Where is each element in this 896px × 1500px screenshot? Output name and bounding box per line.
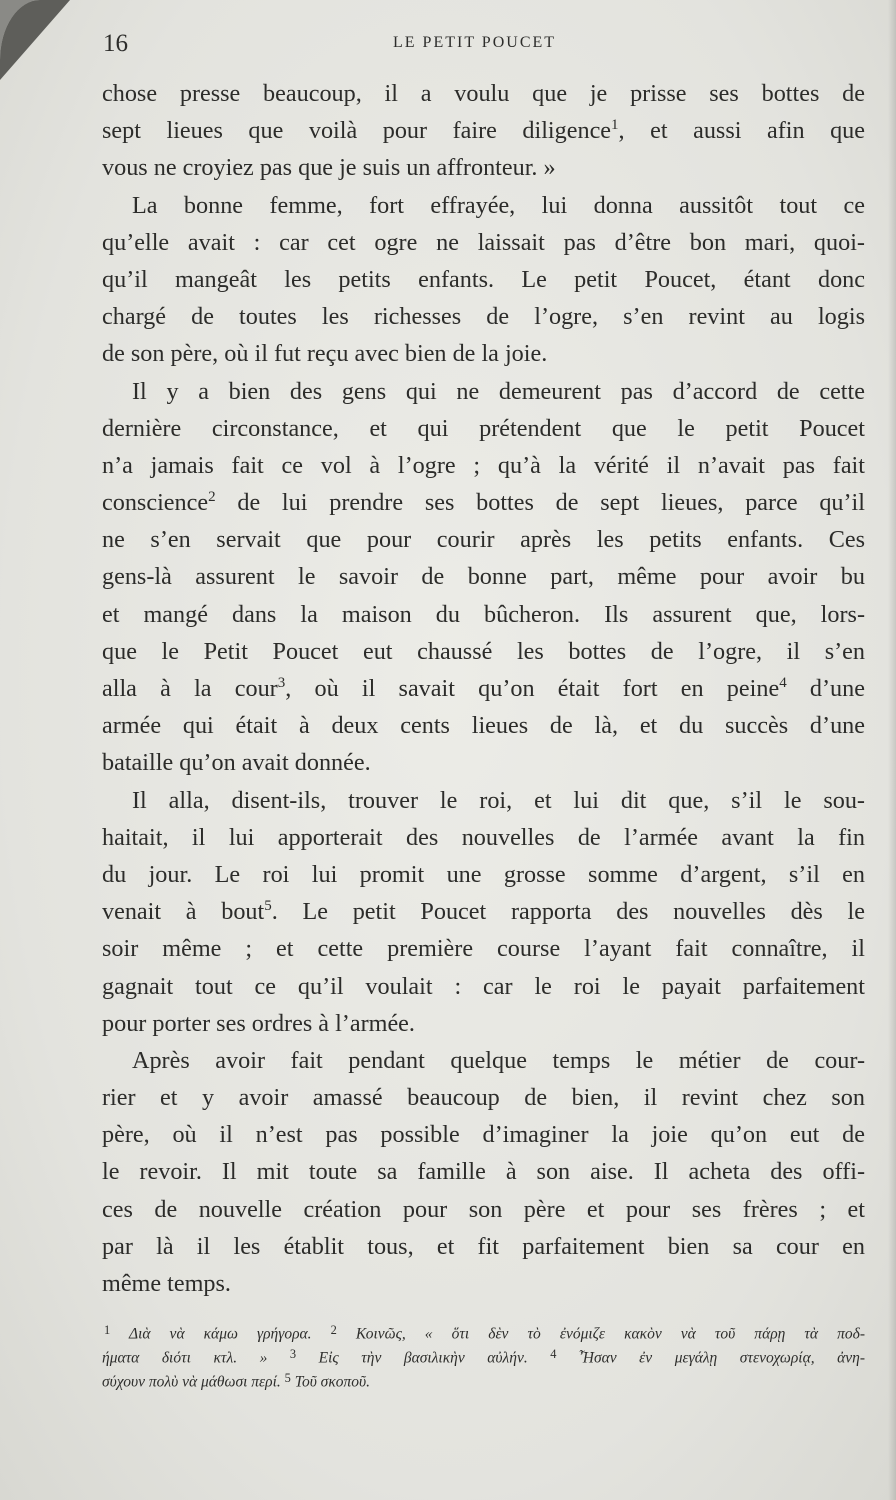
text-line — [102, 893, 865, 930]
text-line: que le Petit Poucet eut chaussé les bottes de l’ogre, il s’en — [102, 637, 865, 665]
text-line: gens-là assurent le savoir de bonne part, même pour avoir bu — [102, 563, 865, 591]
text-line: soir même ; et cette première course l’ayant fait connaître, il — [102, 935, 865, 963]
page-header — [103, 30, 863, 58]
footnote-line — [102, 1366, 865, 1390]
footnote-number: 1 — [104, 1323, 111, 1337]
text-segment: conscience — [102, 489, 209, 517]
text-segment: alla à la cour — [102, 675, 278, 702]
text-line: père, où il n’est pas possible d’imaginer la joie qu’on eut de — [102, 1121, 865, 1149]
footnote-text: Τοῦ σκοποῦ. — [290, 1373, 371, 1391]
footnotes — [102, 1318, 865, 1390]
footnote-text: Διὰ νὰ κάμω γρήγορα. — [110, 1325, 331, 1343]
body-text — [102, 75, 865, 1302]
text-line: ne s’en servait que pour courir après les petits enfants. Ces — [102, 526, 865, 554]
text-segment: , et aussi afin que — [618, 117, 866, 145]
text-line: dernière circonstance, et qui prétendent que le petit Poucet — [102, 414, 865, 442]
text-line — [102, 484, 865, 521]
text-segment: d’une — [786, 675, 865, 702]
text-line: du jour. Le roi lui promit une grosse somme d’argent, s’il en — [102, 860, 865, 888]
text-segment: venait à bout — [102, 898, 265, 926]
text-line: le revoir. Il mit toute sa famille à son aise. Il acheta des offi- — [102, 1158, 865, 1186]
text-segment: de lui prendre ses bottes de sept lieues, parce qu’il — [215, 489, 865, 517]
footnote-mark[interactable]: 3 — [277, 675, 286, 691]
running-title: LE PETIT POUCET — [393, 34, 557, 51]
text-line: La bonne femme, fort effrayée, lui donna aussitôt tout ce — [132, 191, 865, 219]
footnote-mark[interactable]: 4 — [779, 675, 787, 691]
text-line: Il alla, disent-ils, trouver le roi, et lui dit que, s’il le sou- — [132, 786, 865, 814]
footnote-mark[interactable]: 1 — [611, 117, 619, 134]
text-line: qu’il mangeât les petits enfants. Le petit Poucet, étant donc — [102, 265, 865, 293]
text-line: ces de nouvelle création pour son père et pour ses frères ; et — [102, 1195, 865, 1223]
footnote-mark[interactable]: 5 — [264, 898, 272, 915]
text-line: chose presse beaucoup, il a voulu que je prisse ses bottes de — [102, 80, 865, 107]
text-line: armée qui était à deux cents lieues de là, et du succès d’une — [102, 712, 865, 740]
footnote-number: 2 — [330, 1323, 337, 1337]
text-line: Il y a bien des gens qui ne demeurent pas d’accord de cette — [132, 377, 865, 405]
page-edge-shadow — [888, 0, 896, 1500]
footnote-line — [102, 1342, 865, 1366]
text-line: n’a jamais fait ce vol à l’ogre ; qu’à la vérité il n’avait pas fait — [102, 451, 865, 479]
text-line: haitait, il lui apporterait des nouvelles de l’armée avant la fin — [102, 823, 865, 851]
text-line: Après avoir fait pendant quelque temps le métier de cour- — [132, 1046, 865, 1074]
footnote-mark[interactable]: 2 — [208, 489, 216, 506]
text-segment: , où il savait qu’on était fort en peine — [285, 675, 780, 702]
text-line — [102, 670, 865, 707]
text-segment: sept lieues que voilà pour faire diligence — [102, 117, 612, 145]
footnote-number: 4 — [550, 1347, 557, 1361]
text-line: bataille qu’on avait donnée. — [102, 749, 371, 777]
text-line: gagnait tout ce qu’il voulait : car le roi le payait parfaitement — [102, 972, 865, 1000]
footnote-text: Κοινῶς, « ὅτι δὲν τὸ ἐνόμιζε κακὸν νὰ τοῦ πάρῃ τὰ ποδ- — [336, 1325, 865, 1343]
footnote-number: 3 — [289, 1347, 297, 1361]
text-line: rier et y avoir amassé beaucoup de bien, il revint chez son — [102, 1084, 865, 1112]
text-line: par là il les établit tous, et fit parfaitement bien sa cour en — [102, 1232, 865, 1260]
footnote-line — [102, 1318, 865, 1342]
text-line: chargé de toutes les richesses de l’ogre, s’en revint au logis — [102, 303, 865, 331]
text-line: même temps. — [102, 1270, 231, 1297]
text-line: de son père, où il fut reçu avec bien de la joie. — [102, 340, 548, 368]
footnote-text: ήματα διότι κτλ. » — [102, 1349, 290, 1367]
footnote-number: 5 — [284, 1371, 291, 1385]
footnote-text: σύχουν πολὺ νὰ μάθωσι περί. — [102, 1373, 285, 1391]
text-line — [102, 112, 865, 149]
torn-corner — [0, 0, 70, 80]
footnote-text: Ἦσαν ἐν μεγάλῃ στενοχωρίᾳ, ἀνη- — [556, 1349, 865, 1367]
text-line: vous ne croyiez pas que je suis un affronteur. » — [102, 154, 556, 182]
text-segment: . Le petit Poucet rapporta des nouvelles dès le — [271, 898, 865, 926]
footnote-text: Εἰς τὴν βασιλικὴν αὐλήν. — [296, 1349, 551, 1367]
text-line: et mangé dans la maison du bûcheron. Ils assurent que, lors- — [102, 600, 865, 628]
text-line: qu’elle avait : car cet ogre ne laissait pas d’être bon mari, quoi- — [102, 228, 865, 256]
page-number: 16 — [103, 30, 128, 57]
text-line: pour porter ses ordres à l’armée. — [102, 1009, 415, 1037]
